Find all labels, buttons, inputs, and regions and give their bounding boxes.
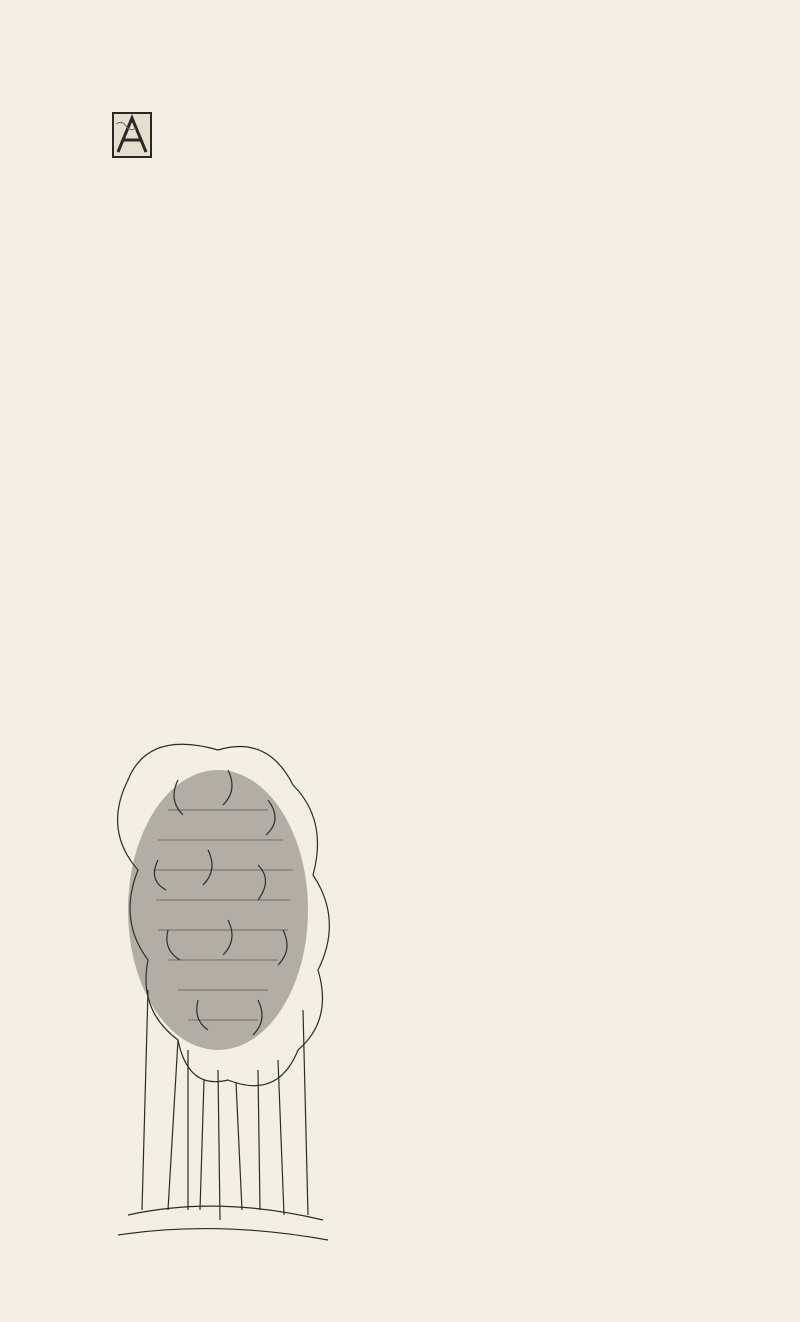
decorated-initial	[112, 112, 152, 158]
initial-a-ornament-icon	[114, 114, 150, 156]
banyan-tree-woodcut	[108, 690, 336, 1255]
